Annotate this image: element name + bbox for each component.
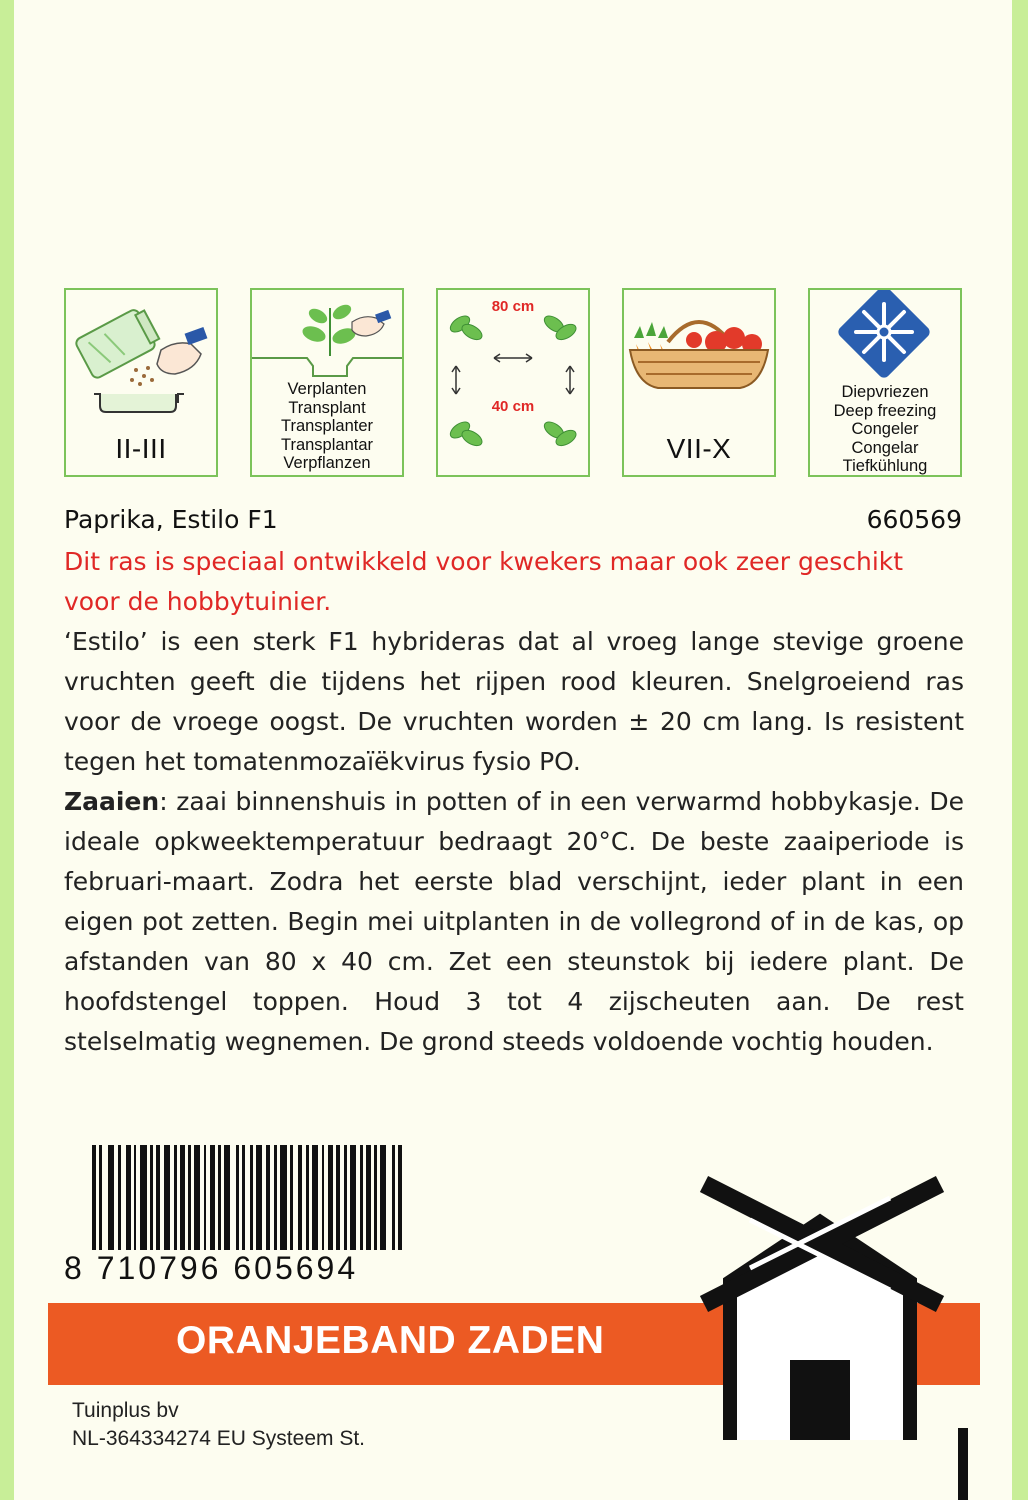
freezing-label-en: Deep freezing: [833, 401, 937, 420]
instruction-icons: [64, 288, 962, 478]
transplant-icon: [252, 290, 402, 380]
harvest-basket-icon: [624, 290, 774, 430]
freezing-icon-box: [808, 288, 962, 477]
snowflake-icon: [810, 290, 960, 380]
freezing-label-nl: Diepvriezen: [841, 383, 929, 401]
footer-legal: [72, 1397, 365, 1453]
row-distance-label: 80 cm: [491, 298, 535, 315]
transplant-label-es: Transplantar: [280, 435, 373, 454]
freezing-label-fr: Congeler: [851, 420, 919, 439]
sowing-label: Zaaien: [64, 787, 160, 816]
right-green-edge: [1012, 0, 1028, 1500]
product-code: 660569: [866, 505, 962, 534]
sowing-icon-box: [64, 288, 218, 477]
spacing-icon-box: [436, 288, 590, 477]
left-green-edge: [0, 0, 14, 1500]
barcode-number: 8 710796 605694: [62, 1250, 424, 1287]
freezing-label-de: Tiefkühlung: [842, 457, 928, 476]
eu-registration: NL-364334274 EU Systeem St.: [72, 1427, 365, 1450]
product-name: Paprika, Estilo F1: [64, 505, 278, 534]
sowing-icon: [66, 290, 216, 430]
transplant-label-nl: Verplanten: [287, 380, 367, 398]
sowing-instructions: [64, 782, 964, 1062]
product-description: ‘Estilo’ is een sterk F1 hybrideras dat al vroeg lange stevige groene vruchten geeft die tijdens het rijpen rood kleuren. Snelgroeiend ras voor de vroege oogst. De vruchten worden ± 20 cm lang. Is resistent tegen het tomatenmozaïëkvirus fysio PO.: [64, 627, 964, 776]
product-lead-text: Dit ras is speciaal ontwikkeld voor kwekers maar ook zeer geschikt voor de hobbytuinier.: [64, 547, 904, 616]
company-name: Tuinplus bv: [72, 1399, 179, 1422]
transplant-caption: [252, 380, 402, 473]
sowing-text: : zaai binnenshuis in potten of in een verwarmd hobbykasje. De ideale opkweektemperatuur bedraagt 20°C. De beste zaaiperiode is februari-maart. Zodra het eerste blad verschijnt, ieder plant in een eigen pot zetten. Begin mei uitplanten in de vollegrond of in de kas, op afstanden van 80 x 40 cm. Zet een steunstok bij iedere plant. De hoofdstengel toppen. Houd 3 tot 4 zijscheuten aan. De rest stelselmatig wegnemen. De grond steeds voldoende vochtig houden.: [64, 787, 964, 1056]
windmill-logo-icon: [690, 1170, 960, 1440]
spacing-icon: [438, 290, 588, 475]
sowing-period: II-III: [115, 433, 167, 464]
transplant-label-de: Verpflanzen: [283, 454, 371, 473]
harvest-icon-box: [622, 288, 776, 477]
freezing-caption: [810, 383, 960, 476]
print-marker: [958, 1428, 968, 1500]
product-title-row: [64, 505, 962, 534]
transplant-label-en: Transplant: [288, 398, 366, 417]
transplant-label-fr: Transplanter: [280, 417, 373, 436]
harvest-period: VII-X: [666, 433, 732, 464]
product-description-block: [64, 622, 964, 1062]
transplant-icon-box: [250, 288, 404, 477]
brand-name: ORANJEBAND ZADEN: [176, 1319, 605, 1362]
freezing-label-es: Congelar: [851, 438, 919, 457]
plant-distance-label: 40 cm: [491, 398, 535, 415]
